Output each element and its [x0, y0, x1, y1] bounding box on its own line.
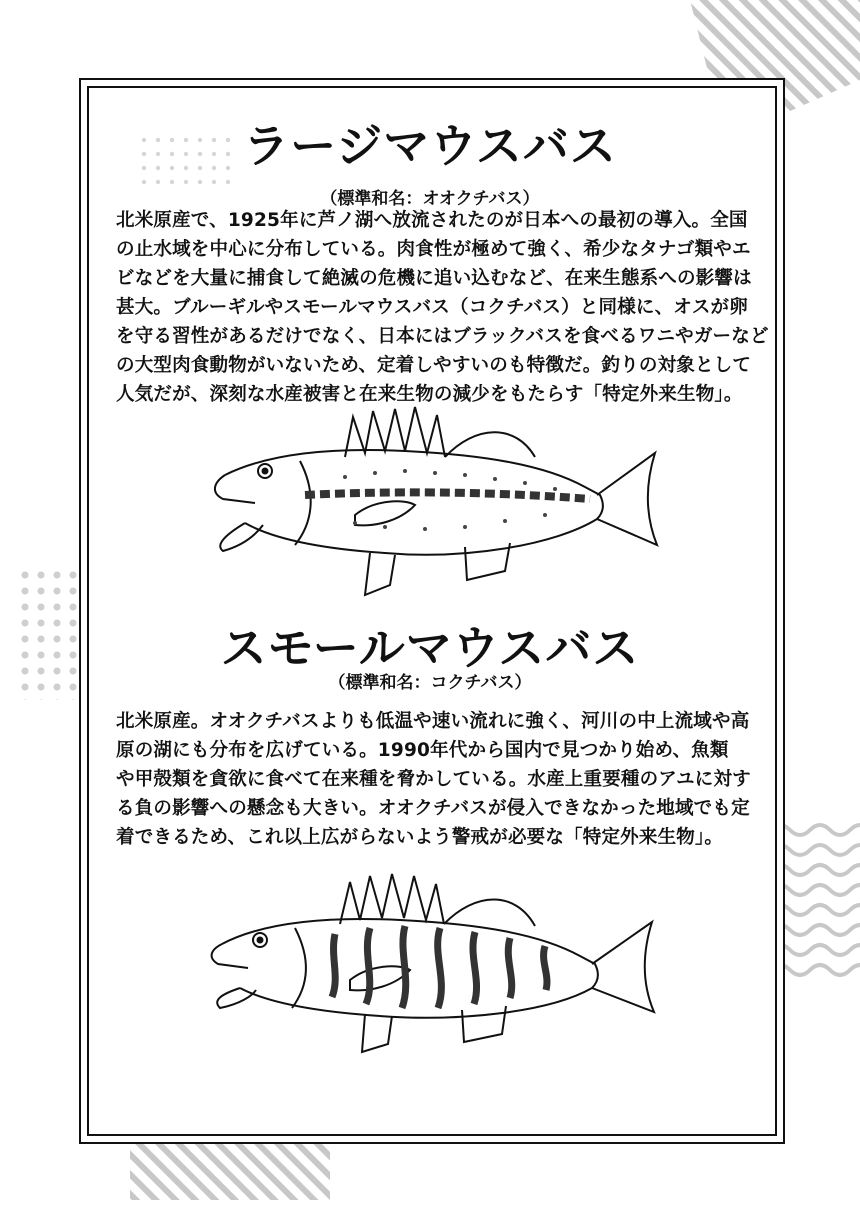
largemouth-description	[116, 206, 769, 409]
text-line: ビなどを大量に捕食して絶滅の危機に追い込むなど、在来生態系への影響は	[116, 268, 752, 289]
largemouth-bass-illustration	[205, 395, 665, 605]
text-line: の止水域を中心に分布している。肉食性が極めて強く、希少なタナゴ類やエ	[116, 239, 751, 260]
text-line: 人気だが、深刻な水産被害と在来生物の減少をもたらす「特定外来生物」。	[116, 384, 743, 405]
text-line: 北米原産。オオクチバスよりも低温や速い流れに強く、河川の中上流域や高	[116, 711, 750, 732]
text-line: や甲殻類を貪欲に食べて在来種を脅かしている。水産上重要種のアユに対す	[116, 769, 751, 790]
text-line: 原の湖にも分布を広げている。1990年代から国内で見つかり始め、魚類	[116, 740, 729, 761]
smallmouth-description	[116, 707, 751, 852]
largemouth-title: ラージマウスバス	[243, 119, 617, 173]
smallmouth-subtitle: （標準和名：コクチバス）	[328, 673, 532, 693]
text-line: の大型肉食動物がいないため、定着しやすいのも特徴だ。釣りの対象として	[116, 355, 752, 376]
smallmouth-bass-illustration	[200, 862, 660, 1062]
smallmouth-title: スモールマウスバス	[220, 621, 640, 675]
text-line: 北米原産で、1925年に芦ノ湖へ放流されたのが日本への最初の導入。全国	[116, 210, 748, 231]
text-line: 甚大。ブルーギルやスモールマウスバス（コクチバス）と同様に、オスが卵	[116, 297, 748, 318]
largemouth-subtitle: （標準和名：オオクチバス）	[320, 189, 540, 209]
text-line: 着できるため、これ以上広がらないよう警戒が必要な「特定外来生物」。	[116, 827, 724, 848]
text-line: る負の影響への懸念も大きい。オオクチバスが侵入できなかった地域でも定	[116, 798, 750, 819]
text-line: を守る習性があるだけでなく、日本にはブラックバスを食べるワニやガーなど	[116, 326, 769, 347]
